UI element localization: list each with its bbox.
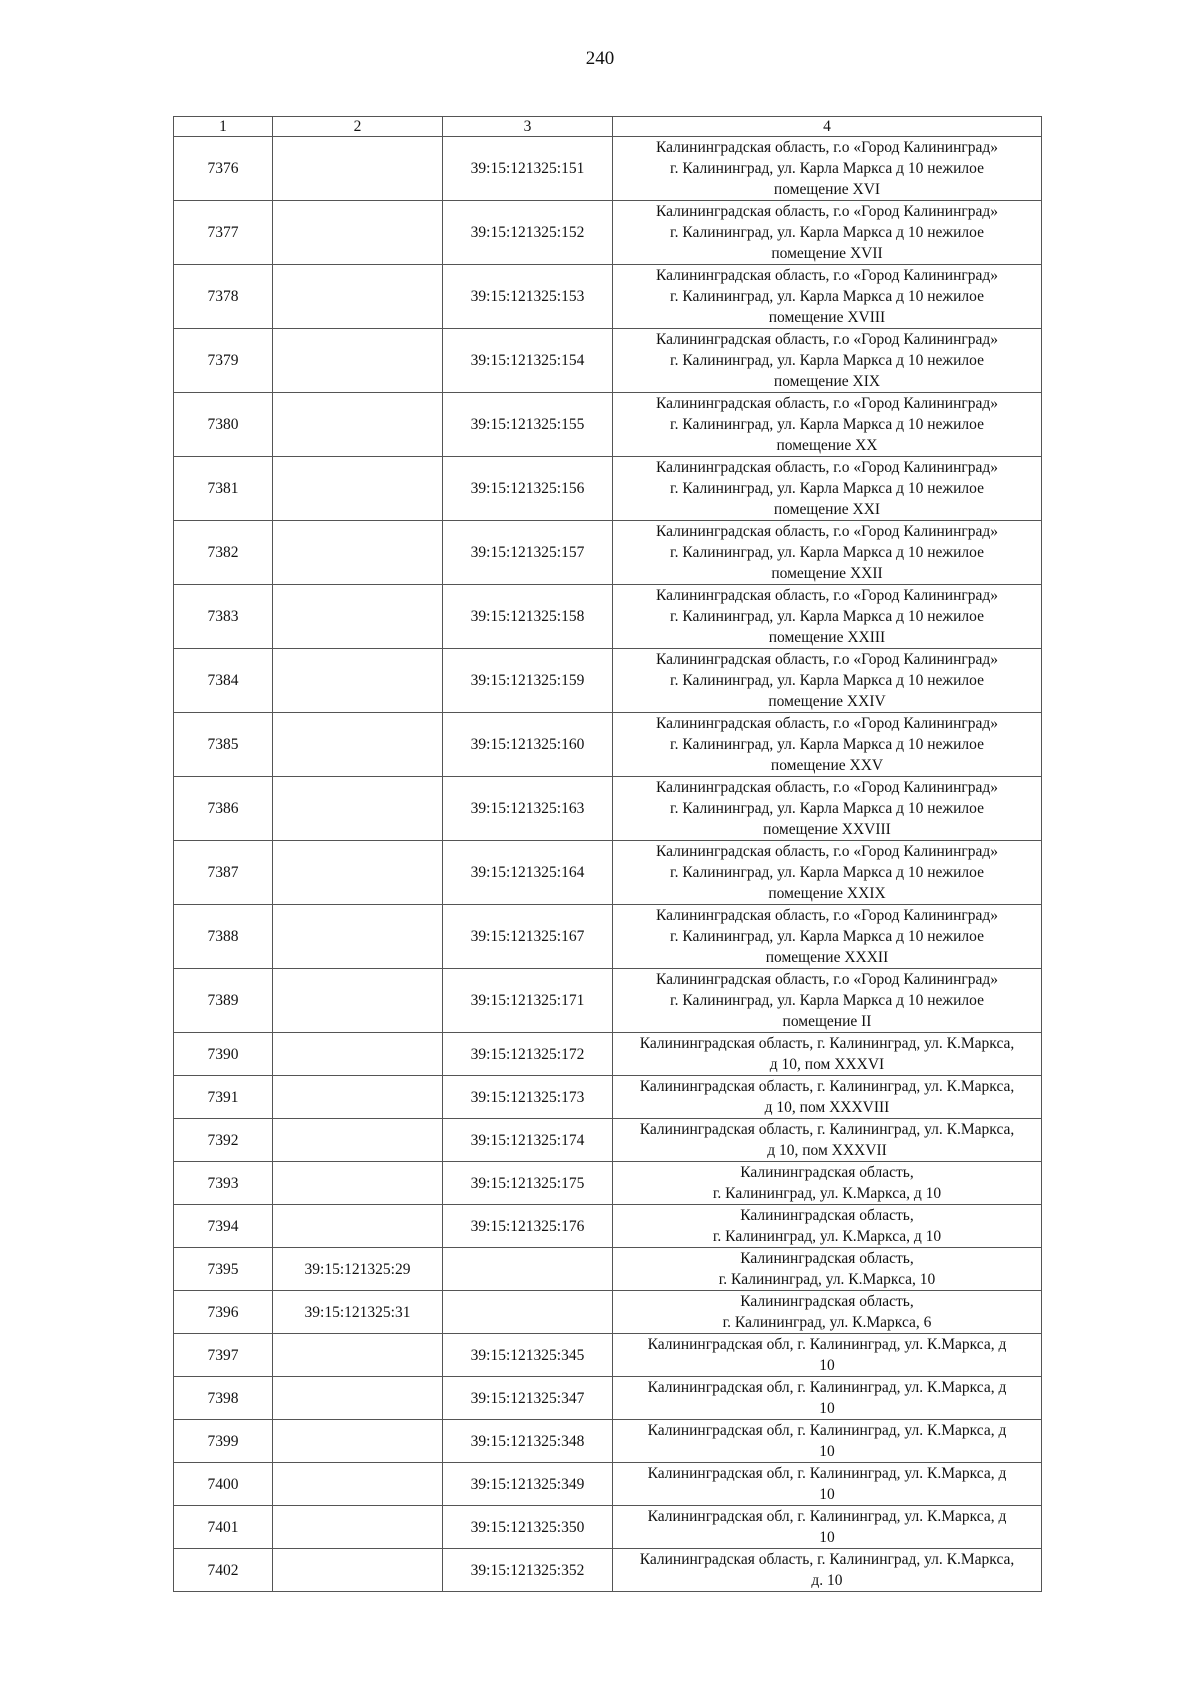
address-cell: Калининградская обл, г. Калининград, ул. К.Маркса, д 10 [613, 1506, 1042, 1549]
land-cadastral-number-cell [273, 1162, 443, 1205]
address-cell: Калининградская обл, г. Калининград, ул. К.Маркса, д 10 [613, 1463, 1042, 1506]
address-cell: Калининградская область, г.о «Город Калининград» г. Калининград, ул. Карла Маркса д 10 нежилое помещение XXV [613, 713, 1042, 777]
table-row [174, 585, 1042, 649]
row-number-cell: 7391 [174, 1076, 273, 1119]
registry-table [173, 116, 1042, 1592]
row-number-cell: 7390 [174, 1033, 273, 1076]
table-row [174, 1248, 1042, 1291]
object-cadastral-number-cell: 39:15:121325:347 [443, 1377, 613, 1420]
row-number-cell: 7384 [174, 649, 273, 713]
column-header-1: 1 [174, 117, 273, 137]
object-cadastral-number-cell: 39:15:121325:152 [443, 201, 613, 265]
table-row [174, 905, 1042, 969]
land-cadastral-number-cell: 39:15:121325:31 [273, 1291, 443, 1334]
object-cadastral-number-cell: 39:15:121325:156 [443, 457, 613, 521]
row-number-cell: 7379 [174, 329, 273, 393]
address-cell: Калининградская область, г.о «Город Калининград» г. Калининград, ул. Карла Маркса д 10 нежилое помещение XXIX [613, 841, 1042, 905]
address-cell: Калининградская область, г. Калининград, ул. К.Маркса, д. 10 [613, 1549, 1042, 1592]
address-cell: Калининградская область, г.о «Город Калининград» г. Калининград, ул. Карла Маркса д 10 нежилое помещение XVI [613, 137, 1042, 201]
land-cadastral-number-cell [273, 649, 443, 713]
land-cadastral-number-cell [273, 713, 443, 777]
object-cadastral-number-cell: 39:15:121325:348 [443, 1420, 613, 1463]
land-cadastral-number-cell [273, 905, 443, 969]
address-cell: Калининградская область, г. Калининград, ул. К.Маркса, д 10, пом XXXVI [613, 1033, 1042, 1076]
land-cadastral-number-cell [273, 1334, 443, 1377]
land-cadastral-number-cell [273, 1119, 443, 1162]
table-row [174, 1291, 1042, 1334]
address-cell: Калининградская область, г. Калининград, ул. К.Маркса, д 10 [613, 1205, 1042, 1248]
object-cadastral-number-cell: 39:15:121325:350 [443, 1506, 613, 1549]
address-cell: Калининградская область, г.о «Город Калининград» г. Калининград, ул. Карла Маркса д 10 нежилое помещение XXXII [613, 905, 1042, 969]
object-cadastral-number-cell [443, 1291, 613, 1334]
row-number-cell: 7400 [174, 1463, 273, 1506]
row-number-cell: 7378 [174, 265, 273, 329]
land-cadastral-number-cell [273, 777, 443, 841]
row-number-cell: 7401 [174, 1506, 273, 1549]
table-row [174, 137, 1042, 201]
table-row [174, 265, 1042, 329]
table-row [174, 1377, 1042, 1420]
row-number-cell: 7383 [174, 585, 273, 649]
row-number-cell: 7388 [174, 905, 273, 969]
address-cell: Калининградская область, г. Калининград, ул. К.Маркса, д 10 [613, 1162, 1042, 1205]
object-cadastral-number-cell: 39:15:121325:157 [443, 521, 613, 585]
table-row [174, 201, 1042, 265]
registry-table-body [174, 117, 1042, 1592]
address-cell: Калининградская область, г.о «Город Калининград» г. Калининград, ул. Карла Маркса д 10 нежилое помещение XIX [613, 329, 1042, 393]
object-cadastral-number-cell: 39:15:121325:172 [443, 1033, 613, 1076]
column-header-3: 3 [443, 117, 613, 137]
land-cadastral-number-cell [273, 201, 443, 265]
object-cadastral-number-cell: 39:15:121325:173 [443, 1076, 613, 1119]
object-cadastral-number-cell: 39:15:121325:154 [443, 329, 613, 393]
row-number-cell: 7402 [174, 1549, 273, 1592]
land-cadastral-number-cell [273, 1420, 443, 1463]
table-row [174, 1162, 1042, 1205]
row-number-cell: 7386 [174, 777, 273, 841]
row-number-cell: 7382 [174, 521, 273, 585]
address-cell: Калининградская область, г. Калининград, ул. К.Маркса, 6 [613, 1291, 1042, 1334]
object-cadastral-number-cell: 39:15:121325:171 [443, 969, 613, 1033]
table-row [174, 1463, 1042, 1506]
row-number-cell: 7396 [174, 1291, 273, 1334]
land-cadastral-number-cell [273, 137, 443, 201]
address-cell: Калининградская обл, г. Калининград, ул. К.Маркса, д 10 [613, 1377, 1042, 1420]
object-cadastral-number-cell: 39:15:121325:175 [443, 1162, 613, 1205]
table-row [174, 1205, 1042, 1248]
land-cadastral-number-cell [273, 1463, 443, 1506]
address-cell: Калининградская обл, г. Калининград, ул. К.Маркса, д 10 [613, 1420, 1042, 1463]
address-cell: Калининградская область, г.о «Город Калининград» г. Калининград, ул. Карла Маркса д 10 нежилое помещение XVIII [613, 265, 1042, 329]
object-cadastral-number-cell: 39:15:121325:167 [443, 905, 613, 969]
table-row [174, 969, 1042, 1033]
object-cadastral-number-cell: 39:15:121325:158 [443, 585, 613, 649]
row-number-cell: 7389 [174, 969, 273, 1033]
row-number-cell: 7398 [174, 1377, 273, 1420]
land-cadastral-number-cell [273, 521, 443, 585]
object-cadastral-number-cell [443, 1248, 613, 1291]
land-cadastral-number-cell [273, 841, 443, 905]
land-cadastral-number-cell [273, 1033, 443, 1076]
land-cadastral-number-cell [273, 1205, 443, 1248]
row-number-cell: 7381 [174, 457, 273, 521]
address-cell: Калининградская область, г.о «Город Калининград» г. Калининград, ул. Карла Маркса д 10 нежилое помещение XXVIII [613, 777, 1042, 841]
table-row [174, 1076, 1042, 1119]
address-cell: Калининградская область, г.о «Город Калининград» г. Калининград, ул. Карла Маркса д 10 нежилое помещение XX [613, 393, 1042, 457]
land-cadastral-number-cell [273, 265, 443, 329]
row-number-cell: 7380 [174, 393, 273, 457]
land-cadastral-number-cell [273, 329, 443, 393]
address-cell: Калининградская область, г.о «Город Калининград» г. Калининград, ул. Карла Маркса д 10 нежилое помещение XVII [613, 201, 1042, 265]
table-header-row [174, 117, 1042, 137]
table-row [174, 777, 1042, 841]
row-number-cell: 7376 [174, 137, 273, 201]
row-number-cell: 7392 [174, 1119, 273, 1162]
table-row [174, 457, 1042, 521]
land-cadastral-number-cell [273, 1377, 443, 1420]
address-cell: Калининградская область, г.о «Город Калининград» г. Калининград, ул. Карла Маркса д 10 нежилое помещение XXIV [613, 649, 1042, 713]
object-cadastral-number-cell: 39:15:121325:176 [443, 1205, 613, 1248]
address-cell: Калининградская область, г.о «Город Калининград» г. Калининград, ул. Карла Маркса д 10 нежилое помещение XXI [613, 457, 1042, 521]
address-cell: Калининградская область, г. Калининград, ул. К.Маркса, д 10, пом XXXVII [613, 1119, 1042, 1162]
object-cadastral-number-cell: 39:15:121325:345 [443, 1334, 613, 1377]
row-number-cell: 7394 [174, 1205, 273, 1248]
row-number-cell: 7393 [174, 1162, 273, 1205]
address-cell: Калининградская область, г. Калининград, ул. К.Маркса, 10 [613, 1248, 1042, 1291]
object-cadastral-number-cell: 39:15:121325:349 [443, 1463, 613, 1506]
table-row [174, 1506, 1042, 1549]
object-cadastral-number-cell: 39:15:121325:163 [443, 777, 613, 841]
land-cadastral-number-cell [273, 585, 443, 649]
object-cadastral-number-cell: 39:15:121325:151 [443, 137, 613, 201]
object-cadastral-number-cell: 39:15:121325:352 [443, 1549, 613, 1592]
object-cadastral-number-cell: 39:15:121325:153 [443, 265, 613, 329]
address-cell: Калининградская область, г.о «Город Калининград» г. Калининград, ул. Карла Маркса д 10 нежилое помещение XXII [613, 521, 1042, 585]
page-number: 240 [585, 48, 615, 69]
table-row [174, 393, 1042, 457]
land-cadastral-number-cell [273, 457, 443, 521]
land-cadastral-number-cell [273, 969, 443, 1033]
object-cadastral-number-cell: 39:15:121325:160 [443, 713, 613, 777]
table-row [174, 329, 1042, 393]
table-row [174, 841, 1042, 905]
row-number-cell: 7397 [174, 1334, 273, 1377]
object-cadastral-number-cell: 39:15:121325:164 [443, 841, 613, 905]
table-row [174, 1334, 1042, 1377]
column-header-2: 2 [273, 117, 443, 137]
table-row [174, 649, 1042, 713]
object-cadastral-number-cell: 39:15:121325:159 [443, 649, 613, 713]
row-number-cell: 7399 [174, 1420, 273, 1463]
object-cadastral-number-cell: 39:15:121325:155 [443, 393, 613, 457]
row-number-cell: 7377 [174, 201, 273, 265]
address-cell: Калининградская область, г.о «Город Калининград» г. Калининград, ул. Карла Маркса д 10 нежилое помещение XXIII [613, 585, 1042, 649]
row-number-cell: 7387 [174, 841, 273, 905]
land-cadastral-number-cell [273, 393, 443, 457]
land-cadastral-number-cell [273, 1549, 443, 1592]
table-row [174, 1420, 1042, 1463]
column-header-4: 4 [613, 117, 1042, 137]
object-cadastral-number-cell: 39:15:121325:174 [443, 1119, 613, 1162]
land-cadastral-number-cell [273, 1076, 443, 1119]
land-cadastral-number-cell [273, 1506, 443, 1549]
table-row [174, 1549, 1042, 1592]
address-cell: Калининградская обл, г. Калининград, ул. К.Маркса, д 10 [613, 1334, 1042, 1377]
table-row [174, 521, 1042, 585]
table-row [174, 1119, 1042, 1162]
row-number-cell: 7385 [174, 713, 273, 777]
land-cadastral-number-cell: 39:15:121325:29 [273, 1248, 443, 1291]
address-cell: Калининградская область, г.о «Город Калининград» г. Калининград, ул. Карла Маркса д 10 нежилое помещение II [613, 969, 1042, 1033]
table-row [174, 713, 1042, 777]
address-cell: Калининградская область, г. Калининград, ул. К.Маркса, д 10, пом XXXVIII [613, 1076, 1042, 1119]
table-row [174, 1033, 1042, 1076]
row-number-cell: 7395 [174, 1248, 273, 1291]
